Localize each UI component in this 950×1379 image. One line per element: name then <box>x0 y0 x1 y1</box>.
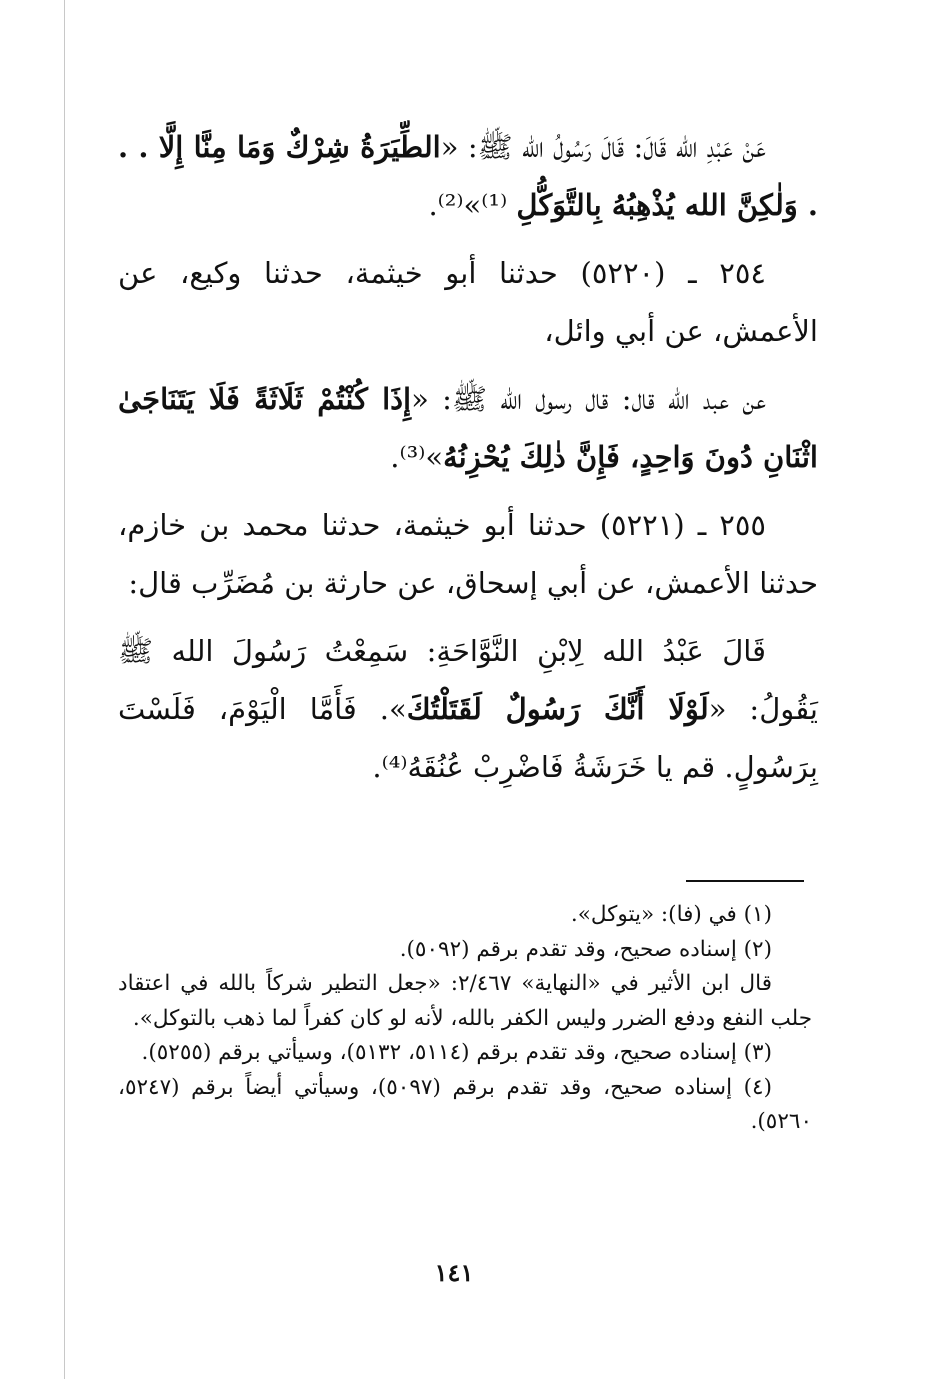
paragraph-isnad-254 <box>118 244 818 360</box>
footnote-2 <box>118 933 812 968</box>
footnote-text: (٤) إسناده صحيح، وقد تقدم برقم (٥٠٩٧)، وسيأتي أيضاً برقم (٥٢٤٧، ٥٢٦٠). <box>118 1074 812 1134</box>
hadith-text: لَوْلَا أَنَّكَ رَسُولٌ لَقَتَلْتُكَ <box>406 692 709 726</box>
footnote-text: (٢) إسناده صحيح، وقد تقدم برقم (٥٠٩٢). <box>399 936 772 962</box>
footnote-markers: ⁽¹⁾»⁽²⁾. <box>428 188 517 222</box>
footnote-markers: »⁽³⁾. <box>390 440 444 474</box>
paragraph-tail: ». فَأَمَّا الْيَوْمَ، فَلَسْتَ بِرَسُولٍ. قم يا خَرَشَةُ فَاضْرِبْ عُنُقَهُ⁽⁴⁾. <box>118 692 818 784</box>
footnote-separator <box>686 880 804 882</box>
paragraph-isnad-255 <box>118 496 818 612</box>
hadith-text: إِذَا كُنْتُمْ ثَلَاثَةً فَلَا يَتَنَاجَىٰ اثْنَانِ دُونَ وَاحِدٍ، فَإِنَّ ذٰلِكَ يُحْزِنُهُ <box>118 382 818 474</box>
footnote-2-continuation <box>118 967 812 1036</box>
footnote-text: (٣) إسناده صحيح، وقد تقدم برقم (٥١١٤، ٥١٣٢)، وسيأتي برقم (٥٢٥٥). <box>141 1040 772 1065</box>
paragraph-text: ٢٥٤ ـ (٥٢٢٠) حدثنا أبو خيثمة، حدثنا وكيع، عن الأعمش، عن أبي وائل، <box>118 256 818 348</box>
main-text <box>118 118 818 806</box>
paragraph-hadith-najwa <box>118 370 818 486</box>
footnote-text: (١) في (فا): «يتوكل». <box>570 902 772 927</box>
paragraph-text: عن عبد الله قال: قال رسول الله ﷺ: « <box>411 382 766 416</box>
hadith-text: الطِّيَرَةُ شِرْكٌ وَمَا مِنَّا إِلَّا . . . وَلٰكِنَّ الله يُذْهِبُهُ بِالتَّوَكُّلِ <box>118 130 818 222</box>
footnote-text: قال ابن الأثير في «النهاية» ٢/٤٦٧: «جعل التطير شركاً بالله في اعتقاد جلب النفع ودفع الضرر وليس الكفر بالله، لأنه لو كان كفراً لما ذهب بالتوكل». <box>118 971 812 1031</box>
paragraph-text: قَالَ عَبْدُ الله لِابْنِ النَّوَّاحَةِ: سَمِعْتُ رَسُولَ الله ﷺ يَقُولُ: « <box>118 634 818 726</box>
page-number: ١٤١ <box>434 1258 474 1287</box>
footnote-4 <box>118 1071 812 1140</box>
paragraph-hadith-nawwaha <box>118 622 818 796</box>
footnote-3 <box>118 1036 812 1071</box>
paragraph-text: عَنْ عَبْدِ الله قَالَ: قَالَ رَسُولُ الله ﷺ: « <box>440 130 766 164</box>
footnotes <box>118 898 812 1140</box>
page-binding-line <box>64 0 65 1379</box>
footnote-1 <box>118 898 812 933</box>
paragraph-hadith-tiyara <box>118 118 818 234</box>
paragraph-text: ٢٥٥ ـ (٥٢٢١) حدثنا أبو خيثمة، حدثنا محمد بن خازم، حدثنا الأعمش، عن أبي إسحاق، عن حارثة بن مُضَرِّب قال: <box>118 508 818 600</box>
